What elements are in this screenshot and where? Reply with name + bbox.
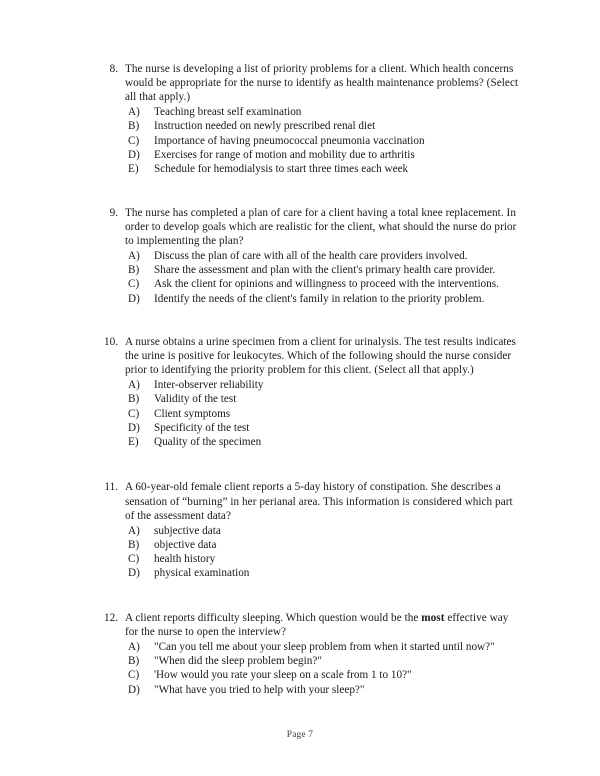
option-letter: A) [128, 379, 140, 391]
option-text: Identify the needs of the client's family in relation to the priority problem. [154, 292, 485, 305]
option-row[interactable] [125, 263, 524, 277]
question-stem-text-after: effective way for the nurse to open the interview? [125, 611, 509, 638]
option-text: Teaching breast self examination [154, 106, 302, 119]
question-block-8 [96, 62, 524, 177]
option-letter: C) [128, 278, 140, 291]
option-text: "Can you tell me about your sleep problem from when it started until now?" [154, 640, 495, 653]
option-row[interactable] [125, 435, 524, 449]
question-stem [125, 480, 524, 523]
option-text: Instruction needed on newly prescribed renal diet [154, 120, 376, 133]
option-row[interactable] [125, 683, 524, 697]
option-text: 'How would you rate your sleep on a scale from 1 to 10?" [154, 669, 412, 682]
option-text: Discuss the plan of care with all of the health care providers involved. [154, 249, 468, 262]
question-stem-text: The nurse is developing a list of priority problems for a client. Which health concerns would be appropriate for the nurse to identify as health maintenance problems? (Select all that apply.) [125, 63, 519, 104]
option-row[interactable] [125, 162, 524, 176]
question-stem [125, 611, 524, 639]
option-row[interactable] [125, 538, 524, 552]
option-letter: C) [128, 134, 140, 147]
options-list [125, 249, 524, 306]
question-number: 10. [104, 335, 118, 348]
option-text: "When did the sleep problem begin?" [154, 654, 322, 667]
question-body [125, 480, 524, 580]
option-letter: A) [128, 640, 140, 653]
option-row[interactable] [125, 105, 524, 119]
question-stem-text: A 60-year-old female client reports a 5-day history of constipation. She describes a sensation of “burning” in her perianal area. This information is considered which part of the assessment data? [125, 481, 513, 522]
option-text: Importance of having pneumococcal pneumonia vaccination [154, 134, 425, 147]
option-row[interactable] [125, 552, 524, 566]
option-letter: A) [128, 249, 140, 262]
question-block-12 [96, 611, 524, 697]
option-text: Quality of the specimen [154, 436, 262, 449]
option-letter: D) [128, 421, 140, 434]
question-stem [125, 62, 524, 105]
option-text: Ask the client for opinions and willingness to proceed with the interventions. [154, 278, 499, 291]
question-block-11 [96, 480, 524, 580]
page-footer: Page 7 [286, 730, 314, 740]
options-list [125, 640, 524, 697]
option-row[interactable] [125, 668, 524, 682]
option-row[interactable] [125, 421, 524, 435]
options-list [125, 524, 524, 581]
question-stem-text: The nurse has completed a plan of care for a client having a total knee replacement. In order to develop goals which are realistic for the client, what should the nurse do prior to implementing the plan? [125, 206, 517, 247]
option-text: subjective data [154, 524, 221, 537]
question-block-9 [96, 206, 524, 306]
option-row[interactable] [125, 249, 524, 263]
option-letter: B) [128, 264, 140, 276]
option-row[interactable] [125, 640, 524, 654]
option-letter: E) [128, 163, 139, 176]
question-body [125, 611, 524, 697]
option-row[interactable] [125, 119, 524, 133]
options-list [125, 105, 524, 176]
option-letter: A) [128, 106, 140, 119]
option-letter: C) [128, 553, 140, 566]
option-row[interactable] [125, 524, 524, 538]
options-list [125, 378, 524, 449]
question-body [125, 206, 524, 306]
option-text: Client symptoms [154, 407, 231, 420]
option-row[interactable] [125, 148, 524, 162]
option-letter: E) [128, 436, 139, 449]
question-stem-text-before: A client reports difficulty sleeping. Which question would be the [125, 611, 422, 624]
option-letter: C) [128, 407, 140, 420]
question-block-10 [96, 335, 524, 450]
option-row[interactable] [125, 378, 524, 392]
option-letter: D) [128, 292, 140, 305]
option-letter: B) [128, 538, 140, 551]
option-text: Inter-observer reliability [154, 379, 264, 391]
option-letter: B) [128, 654, 140, 667]
option-letter: D) [128, 567, 140, 580]
option-row[interactable] [125, 566, 524, 580]
question-stem-text: A nurse obtains a urine specimen from a client for urinalysis. The test results indicates the urine is positive for leukocytes. Which of the following should the nurse consider prior to identifying the priority problem for this client. (Select all that apply.) [125, 335, 516, 377]
question-number: 12. [104, 611, 118, 624]
question-number: 9. [109, 206, 118, 219]
option-row[interactable] [125, 407, 524, 421]
option-text: health history [154, 553, 216, 566]
option-letter: B) [128, 393, 140, 406]
option-text: physical examination [154, 567, 250, 580]
question-body [125, 335, 524, 450]
option-letter: D) [128, 683, 140, 696]
option-text: Share the assessment and plan with the client's primary health care provider. [154, 264, 496, 276]
option-row[interactable] [125, 277, 524, 291]
option-row[interactable] [125, 654, 524, 668]
option-letter: B) [128, 120, 140, 133]
question-body [125, 62, 524, 177]
option-row[interactable] [125, 392, 524, 406]
option-text: objective data [154, 538, 217, 551]
option-row[interactable] [125, 292, 524, 306]
option-letter: D) [128, 149, 140, 161]
option-text: Exercises for range of motion and mobility due to arthritis [154, 149, 415, 161]
question-stem-emphasis: most [421, 611, 445, 624]
option-letter: A) [128, 524, 140, 537]
option-text: Validity of the test [154, 393, 237, 406]
question-stem [125, 206, 524, 249]
option-text: Schedule for hemodialysis to start three times each week [154, 163, 409, 176]
option-text: "What have you tried to help with your sleep?" [154, 683, 365, 696]
question-stem [125, 335, 524, 378]
question-number: 11. [104, 481, 118, 494]
option-letter: C) [128, 669, 140, 682]
option-row[interactable] [125, 134, 524, 148]
option-text: Specificity of the test [154, 421, 250, 434]
question-number: 8. [109, 63, 118, 75]
